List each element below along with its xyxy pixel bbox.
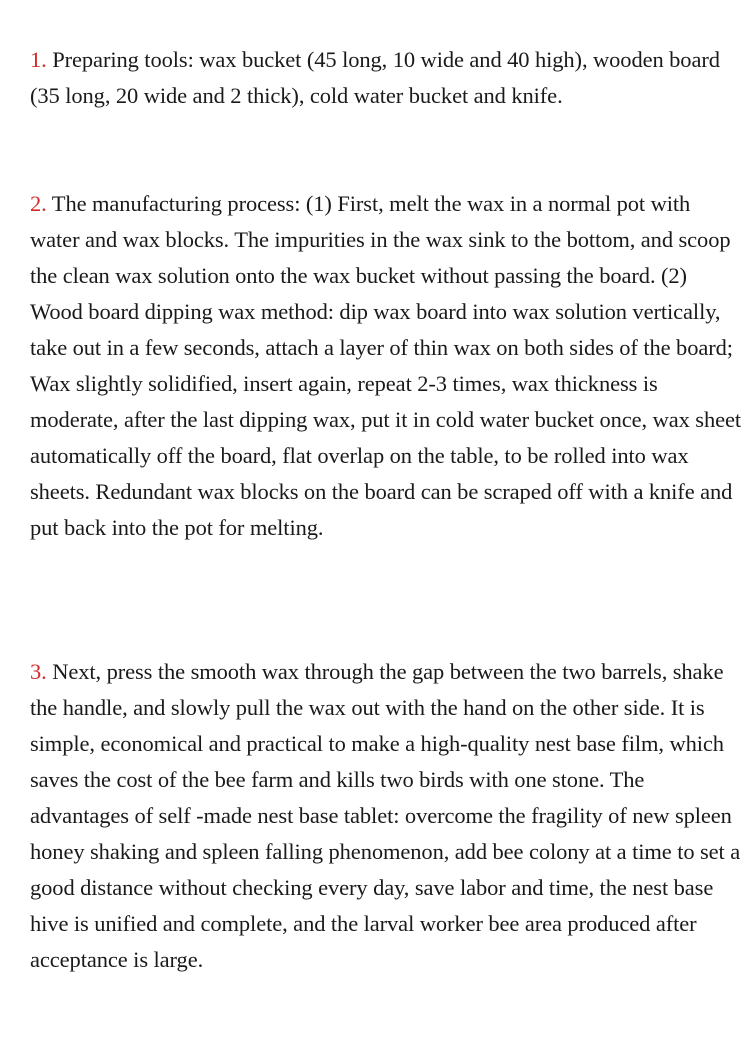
paragraph-number: 1. [30, 47, 47, 72]
paragraph-number: 3. [30, 659, 47, 684]
paragraph-next-steps [30, 654, 742, 978]
paragraph-text: The manufacturing process: (1) First, melt the wax in a normal pot with water and wax blocks. The impurities in the wax sink to the bottom, and scoop the clean wax solution onto the wax bucket without passing the board. (2) Wood board dipping wax method: dip wax board into wax solution vertically, take out in a few seconds, attach a layer of thin wax on both sides of the board; Wax slightly solidified, insert again, repeat 2-3 times, wax thickness is moderate, after the last dipping wax, put it in cold water bucket once, wax sheet automatically off the board, flat overlap on the table, to be rolled into wax sheets. Redundant wax blocks on the board can be scraped off with a knife and put back into the pot for melting. [30, 191, 742, 540]
paragraph-manufacturing-process [30, 186, 742, 546]
paragraph-number: 2. [30, 191, 47, 216]
paragraph-text: Preparing tools: wax bucket (45 long, 10 wide and 40 high), wooden board (35 long, 20 wide and 2 thick), cold water bucket and knife. [30, 47, 720, 108]
paragraph-tools [30, 42, 742, 114]
paragraph-text: Next, press the smooth wax through the gap between the two barrels, shake the handle, and slowly pull the wax out with the hand on the other side. It is simple, economical and practical to make a high-quality nest base film, which saves the cost of the bee farm and kills two birds with one stone. The advantages of self -made nest base tablet: overcome the fragility of new spleen honey shaking and spleen falling phenomenon, add bee colony at a time to set a good distance without checking every day, save labor and time, the nest base hive is unified and complete, and the larval worker bee area produced after acceptance is large. [30, 659, 741, 972]
